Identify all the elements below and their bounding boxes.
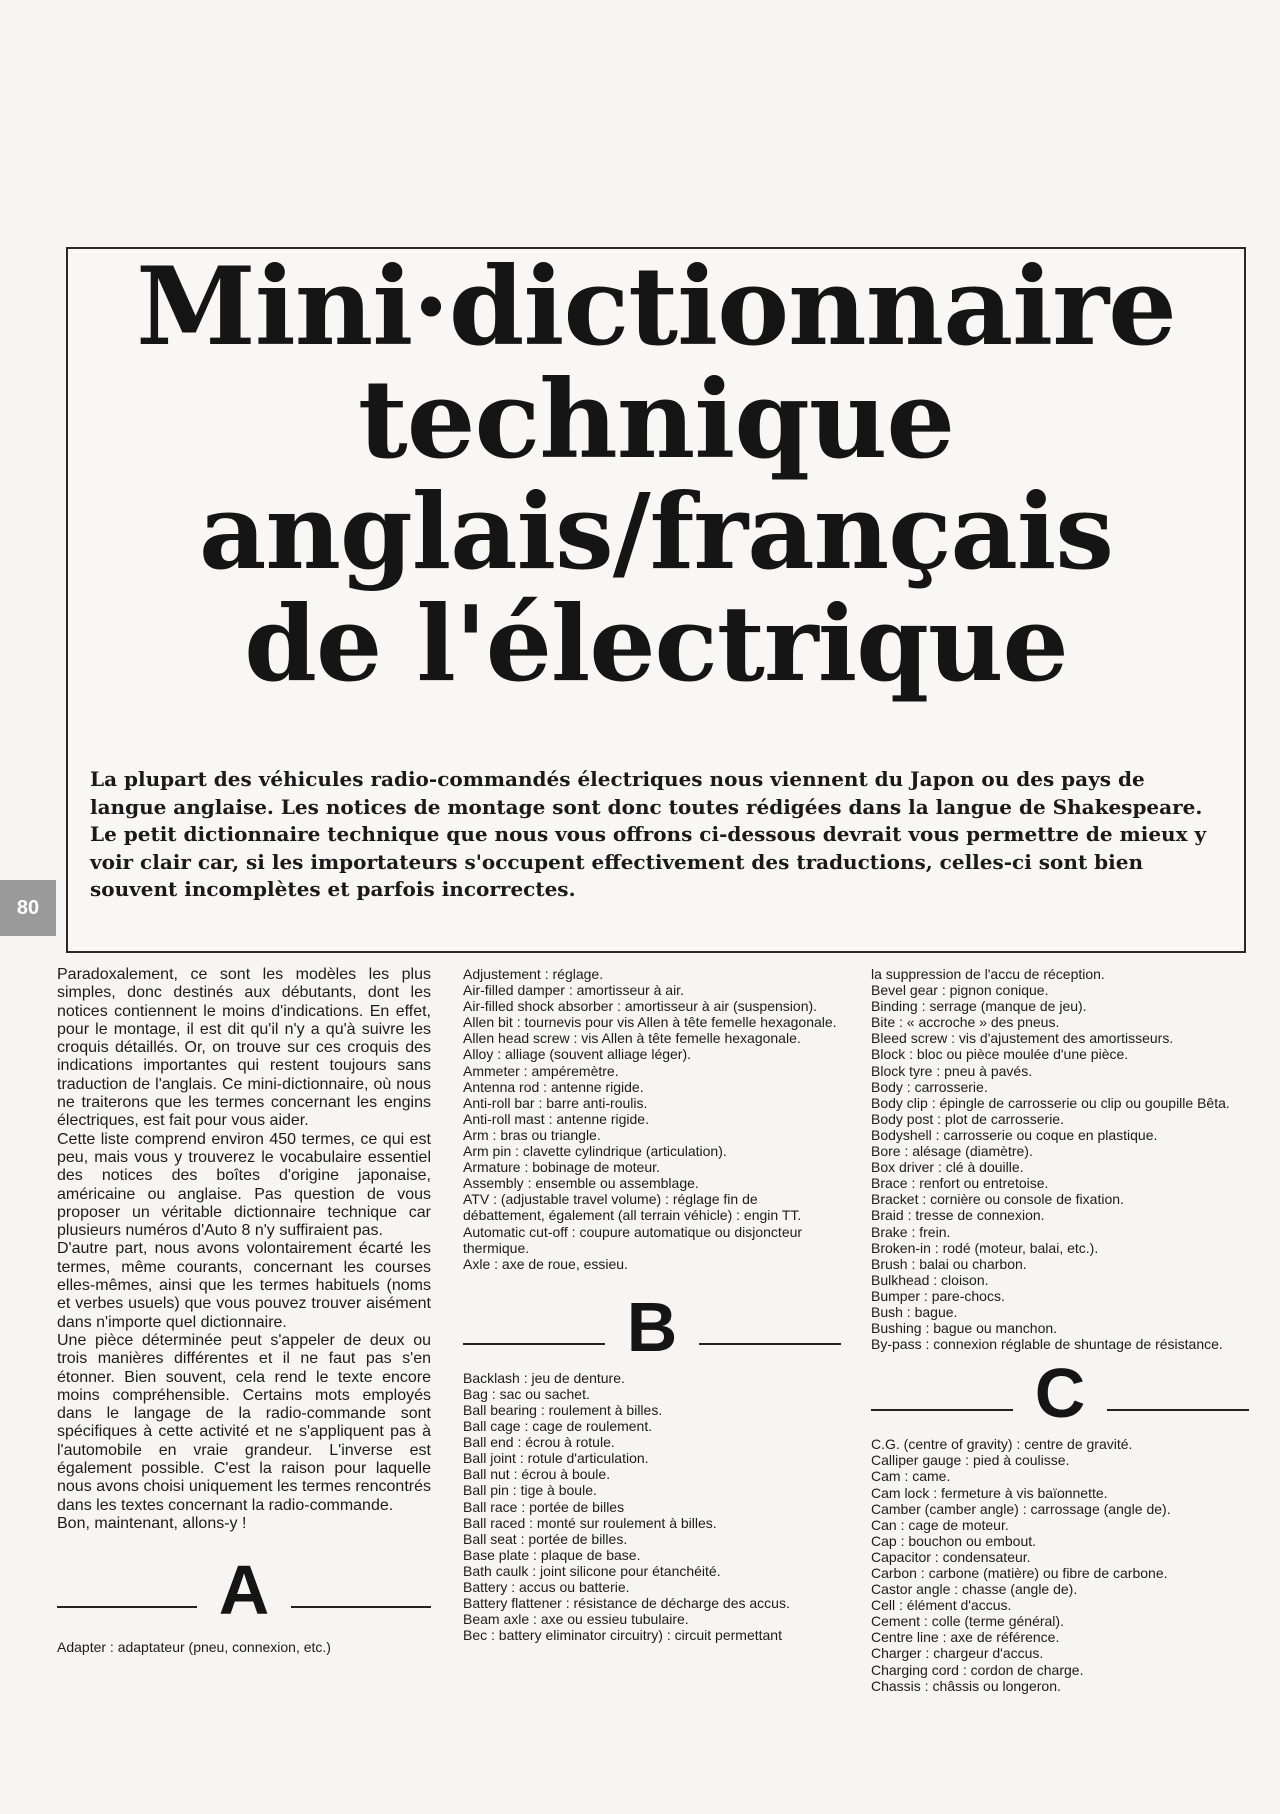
dictionary-entry: Charger : chargeur d'accus. (871, 1645, 1044, 1662)
dictionary-entry: Antenna rod : antenne rigide. (463, 1078, 644, 1095)
intro-text (90, 766, 1210, 904)
dictionary-entry: Bracket : cornière ou console de fixation. (871, 1191, 1124, 1208)
paragraph: Paradoxalement, ce sont les modèles les plus simples, donc destinés aux débutants, dont les notices contiennent le moins d'indications. En effet, pour le montage, il est dit qu'il n'y a qu'à suivre les croquis détaillés. Or, on trouve sur ces croquis des indications importantes qui restent toujours sans traduction de l'anglais. Ce mini-dictionnaire, où nous ne traiterons que les termes concernant les engins électriques, est fait pour vous aider. (57, 966, 431, 1130)
dictionary-entry: Broken-in : rodé (moteur, balai, etc.). (871, 1239, 1099, 1256)
letter-c: C (1034, 1354, 1086, 1433)
paragraph: D'autre part, nous avons volontairement écarté les termes, même courants, concernant les courses elles-mêmes, ainsi que les termes habituels (noms et verbes usuels) que vous pouvez trouver aisément dans n'importe quel dictionnaire. (57, 1240, 431, 1331)
letter-heading-a (57, 1551, 431, 1630)
dictionary-entry: Bag : sac ou sachet. (463, 1385, 590, 1402)
dictionary-entry: Brace : renfort ou entretoise. (871, 1175, 1049, 1192)
dictionary-entry: Alloy : alliage (souvent alliage léger). (463, 1046, 692, 1063)
column-1 (57, 966, 431, 1655)
dictionary-entry: Ball cage : cage de roulement. (463, 1418, 653, 1435)
dictionary-entry: Bumper : pare-chocs. (871, 1287, 1005, 1304)
dictionary-entry: Cement : colle (terme général). (871, 1613, 1064, 1630)
dictionary-entry: Bodyshell : carrosserie ou coque en plastique. (871, 1126, 1158, 1143)
dictionary-entry: Charging cord : cordon de charge. (871, 1661, 1084, 1678)
dictionary-entry: Can : cage de moteur. (871, 1516, 1009, 1533)
title-line-4: de l'électrique (244, 582, 1068, 705)
dictionary-entry: Brush : balai ou charbon. (871, 1255, 1027, 1272)
dictionary-entry: Binding : serrage (manque de jeu). (871, 998, 1087, 1015)
dictionary-entry: Cam lock : fermeture à vis baïonnette. (871, 1484, 1108, 1501)
dictionary-entry: C.G. (centre of gravity) : centre de gravité. (871, 1436, 1133, 1453)
dictionary-entry: Arm : bras ou triangle. (463, 1126, 601, 1143)
dictionary-entry: Cam : came. (871, 1468, 951, 1485)
dictionary-entry: Bite : « accroche » des pneus. (871, 1014, 1060, 1031)
dictionary-entry: Assembly : ensemble ou assemblage. (463, 1175, 699, 1192)
dictionary-entry: Capacitor : condensateur. (871, 1548, 1031, 1565)
letter-a: A (218, 1551, 270, 1630)
heading-rule (463, 1343, 605, 1345)
dictionary-entry: Backlash : jeu de denture. (463, 1369, 625, 1386)
dictionary-entry: Ball raced : monté sur roulement à billes. (463, 1514, 717, 1531)
dictionary-entry: Cap : bouchon ou embout. (871, 1532, 1037, 1549)
dictionary-entry: Bore : alésage (diamètre). (871, 1143, 1033, 1160)
title-line-2: technique (357, 357, 955, 483)
dictionary-entry: Bush : bague. (871, 1303, 958, 1320)
heading-rule (1107, 1409, 1249, 1411)
dictionary-entry: Bec : battery eliminator circuitry) : circuit permettant (463, 1627, 782, 1644)
entries-b-continued (871, 966, 1249, 1352)
letter-heading-c (871, 1354, 1249, 1433)
heading-rule (291, 1606, 431, 1608)
dictionary-entry: Ammeter : ampéremètre. (463, 1062, 619, 1079)
dictionary-entry: Brake : frein. (871, 1223, 951, 1240)
dictionary-entry: Ball race : portée de billes (463, 1498, 625, 1515)
heading-rule (57, 1606, 197, 1608)
intro-paragraph-1: La plupart des véhicules radio-commandés électriques nous viennent du Japon ou des pays de langue anglaise. Les notices de montage sont donc toutes rédigées dans la langue de Shakespeare. (90, 767, 1203, 819)
dictionary-entry: Axle : axe de roue, essieu. (463, 1255, 628, 1272)
title-line-1: Mini·dictionnaire (136, 244, 1176, 370)
dictionary-entry: Adapter : adaptateur (pneu, connexion, etc.) (57, 1639, 331, 1656)
dictionary-entry: Carbon : carbone (matière) ou fibre de carbone. (871, 1565, 1168, 1581)
dictionary-entry: Calliper gauge : pied à coulisse. (871, 1452, 1070, 1469)
dictionary-entry: Body : carrosserie. (871, 1078, 988, 1095)
dictionary-entry: Battery : accus ou batterie. (463, 1579, 630, 1595)
dictionary-entry: Ball nut : écrou à boule. (463, 1466, 611, 1483)
paragraph: Une pièce déterminée peut s'appeler de deux ou trois manières différentes et il ne faut pas s'en étonner. Bien souvent, cela rend le texte encore moins compréhensible. Certains mots employés dans le langage de la radio-commande sont spécifiques à cette activité et ne s'appliquent pas à l'automobile en vraie grandeur. L'inverse est également possible. C'est la raison pour laquelle nous avons choisi uniquement les termes rencontrés dans les textes concernant la radio-commande. (57, 1331, 431, 1514)
heading-rule (871, 1409, 1013, 1411)
dictionary-entry: Adjustement : réglage. (463, 966, 604, 982)
dictionary-entry: Air-filled damper : amortisseur à air. (463, 982, 684, 999)
column-3 (871, 966, 1249, 1694)
dictionary-entry: Bath caulk : joint silicone pour étanchéité. (463, 1562, 721, 1579)
dictionary-entry: Castor angle : chasse (angle de). (871, 1581, 1078, 1598)
intro-paragraph-2: Le petit dictionnaire technique que nous vous offrons ci-dessous devrait vous permettre de mieux y voir clair car, si les importateurs s'occupent effectivement des traductions, celles-ci sont bien souvent incomplètes et parfois incorrectes. (90, 822, 1207, 901)
entries-c-list (871, 1436, 1249, 1694)
dictionary-entry: Bleed screw : vis d'ajustement des amortisseurs. (871, 1030, 1174, 1047)
letter-b: B (626, 1287, 678, 1366)
dictionary-entry: Chassis : châssis ou longeron. (871, 1677, 1061, 1694)
entries-b-list (463, 1370, 841, 1644)
column-1-paragraphs (57, 966, 431, 1533)
dictionary-entry: ATV : (adjustable travel volume) : réglage fin de débattement, également (all terrain véhicle) : engin TT. (463, 1191, 802, 1224)
dictionary-entry: Arm pin : clavette cylindrique (articulation). (463, 1143, 727, 1160)
dictionary-entry: Bevel gear : pignon conique. (871, 982, 1049, 999)
entries-a-start (57, 1639, 431, 1655)
entries-a-list (463, 966, 841, 1272)
dictionary-entry: la suppression de l'accu de réception. (871, 966, 1105, 982)
dictionary-entry: Body post : plot de carrosserie. (871, 1110, 1064, 1127)
page-title (66, 244, 1246, 705)
dictionary-entry: Body clip : épingle de carrosserie ou clip ou goupille Bêta. (871, 1094, 1230, 1111)
page-number: 80 (0, 880, 56, 936)
dictionary-entry: Bulkhead : cloison. (871, 1271, 989, 1288)
dictionary-entry: Ball bearing : roulement à billes. (463, 1401, 663, 1418)
dictionary-entry: Anti-roll bar : barre anti-roulis. (463, 1094, 648, 1111)
dictionary-entry: Ball end : écrou à rotule. (463, 1434, 615, 1451)
dictionary-entry: Bushing : bague ou manchon. (871, 1320, 1058, 1337)
dictionary-entry: Battery flattener : résistance de décharge des accus. (463, 1595, 790, 1612)
dictionary-entry: Block : bloc ou pièce moulée d'une pièce. (871, 1046, 1129, 1063)
dictionary-entry: Ball pin : tige à boule. (463, 1482, 597, 1499)
dictionary-entry: Centre line : axe de référence. (871, 1629, 1060, 1646)
letter-heading-b (463, 1287, 841, 1366)
dictionary-entry: Box driver : clé à douille. (871, 1159, 1024, 1176)
dictionary-entry: Ball seat : portée de billes. (463, 1530, 628, 1547)
dictionary-entry: Air-filled shock absorber : amortisseur à air (suspension). (463, 998, 818, 1015)
title-line-3: anglais/français (199, 470, 1113, 593)
dictionary-entry: Allen head screw : vis Allen à tête femelle hexagonale. (463, 1030, 801, 1047)
dictionary-entry: Ball joint : rotule d'articulation. (463, 1450, 649, 1467)
heading-rule (699, 1343, 841, 1345)
dictionary-entry: Anti-roll mast : antenne rigide. (463, 1110, 649, 1127)
dictionary-entry: By-pass : connexion réglable de shuntage de résistance. (871, 1336, 1223, 1353)
dictionary-entry: Automatic cut-off : coupure automatique ou disjoncteur thermique. (463, 1223, 803, 1256)
paragraph: Bon, maintenant, allons-y ! (57, 1514, 247, 1532)
dictionary-entry: Camber (camber angle) : carrossage (angle de). (871, 1500, 1171, 1517)
dictionary-entry: Base plate : plaque de base. (463, 1546, 641, 1563)
dictionary-entry: Beam axle : axe ou essieu tubulaire. (463, 1611, 689, 1628)
column-2 (463, 966, 841, 1643)
paragraph: Cette liste comprend environ 450 termes, ce qui est peu, mais vous y trouverez le vocabulaire essentiel des notices des boîtes d'origine japonaise, américaine ou anglaise. Pas question de vous proposer un véritable dictionnaire technique car plusieurs numéros d'Auto 8 n'y suffiraient pas. (57, 1130, 431, 1240)
dictionary-entry: Braid : tresse de connexion. (871, 1207, 1045, 1224)
dictionary-entry: Cell : élément d'accus. (871, 1597, 1012, 1614)
dictionary-entry: Allen bit : tournevis pour vis Allen à tête femelle hexagonale. (463, 1014, 837, 1031)
dictionary-entry: Block tyre : pneu à pavés. (871, 1062, 1033, 1079)
dictionary-entry: Armature : bobinage de moteur. (463, 1159, 660, 1176)
